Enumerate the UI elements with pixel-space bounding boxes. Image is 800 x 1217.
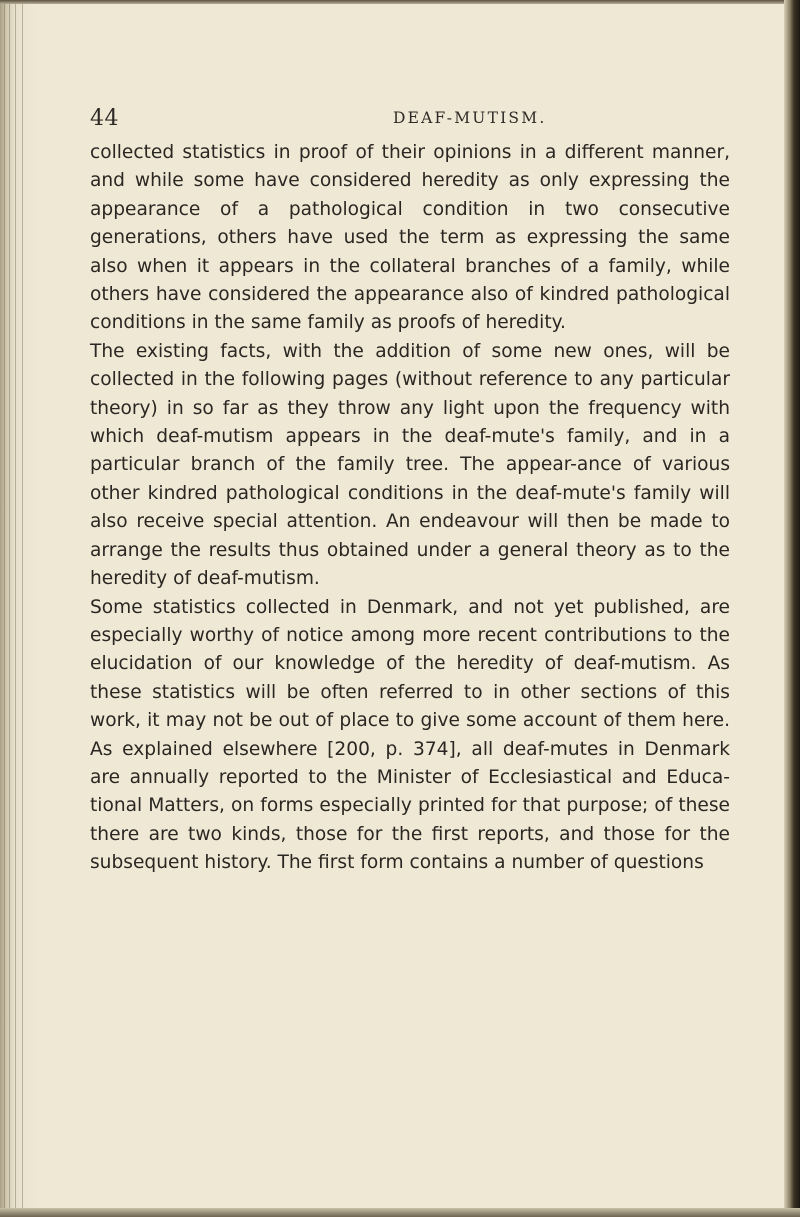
page-header [90,106,730,136]
running-head: DEAF-MUTISM. [393,109,547,127]
gutter-line [15,0,16,1217]
gutter-line [4,0,5,1217]
page-number: 44 [90,106,119,131]
gutter-line [22,0,23,1217]
bottom-edge [0,1208,800,1217]
paragraph-2: The existing facts, with the addition of some new ones, will be collected in the following pages (without reference to any particular theory) in so far as they throw any light upon the frequency with which deaf-mutism appears in the deaf-mute's family, and in a particular branch of the family tree. The appear-ance of various other kindred pathological conditions in the deaf-mute's family will also receive special attention. An endeavour will then be made to arrange the results thus obtained under a general theory as to the heredity of deaf-mutism. [90,340,730,590]
body-text [90,139,730,878]
right-page-edge [784,0,800,1217]
paragraph-1: collected statistics in proof of their opinions in a different manner, and while some have considered heredity as only expressing the appearance of a pathological condition in two consecutive generations, others have used the term as expressing the same also when it appears in the collateral branches of a family, while others have considered the appearance also of kindred pathological conditions in the same family as proofs of heredity. [90,142,730,334]
paragraph-3: Some statistics collected in Denmark, and not yet published, are especially worthy of notice among more recent contributions to the elucidation of our knowledge of the heredity of deaf-mutism. As these statistics will be often referred to in other sections of this work, it may not be out of place to give some account of them here. As explained elsewhere [200, p. 374], all deaf-mutes in Denmark are annually reported to the Minister of Ecclesiastical and Educa-tional Matters, on forms especially printed for that purpose; of these there are two kinds, those for the first reports, and those for the subsequent history. The first form contains a number of questions [90,596,730,874]
gutter-line [9,0,10,1217]
top-edge [0,0,800,4]
binding-gutter [0,0,40,1217]
